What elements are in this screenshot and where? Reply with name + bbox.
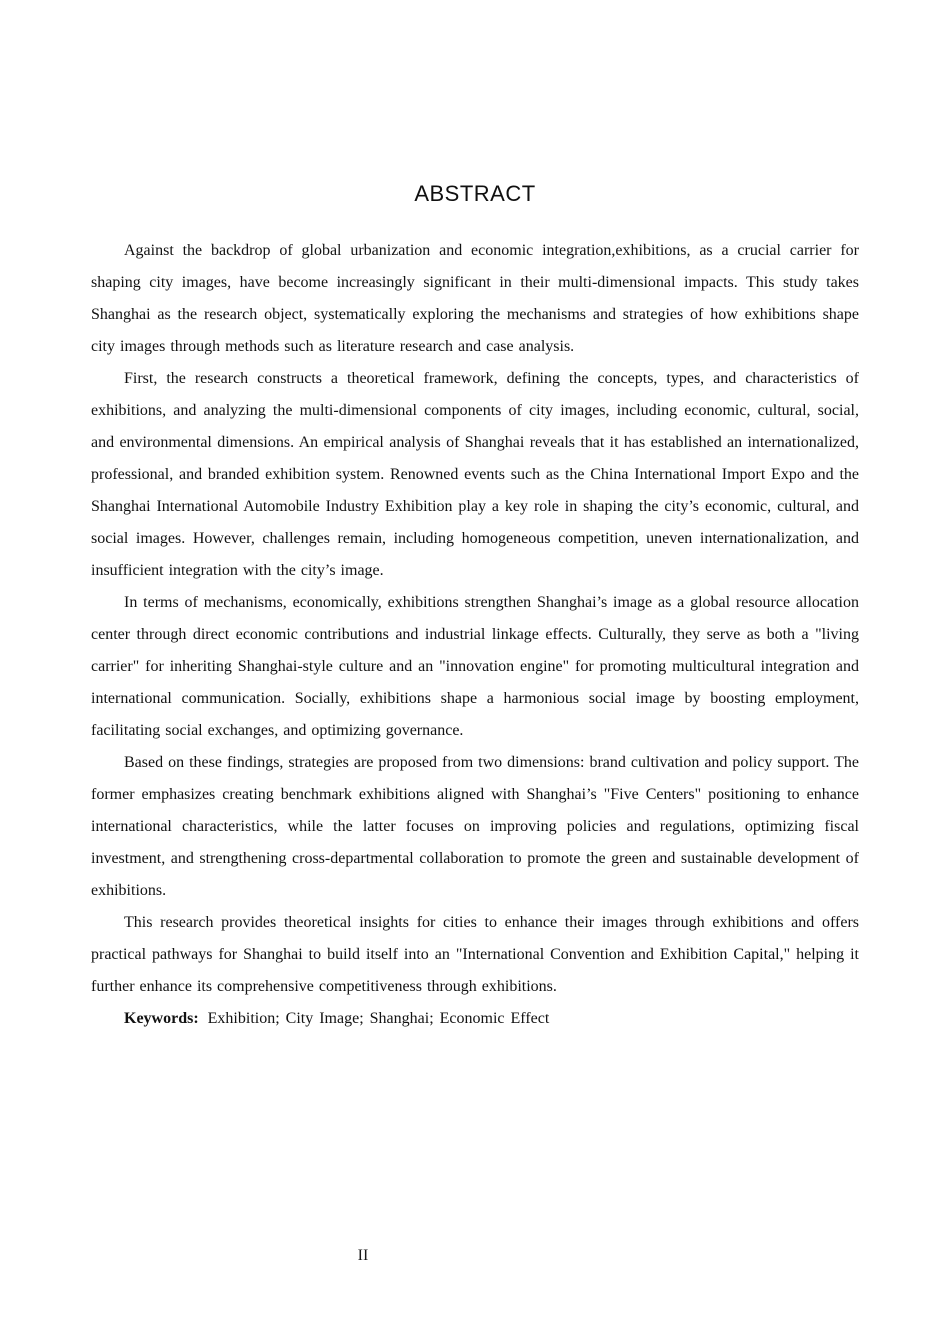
abstract-paragraph-2: First, the research constructs a theoretical framework, defining the concepts, types, and characteristics of exhibitions, and analyzing the multi-dimensional components of city images, including economic, cultural, social, and environmental dimensions. An empirical analysis of Shanghai reveals that it has established an internationalized, professional, and branded exhibition system. Renowned events such as the China International Import Expo and the Shanghai International Automobile Industry Exhibition play a key role in shaping the city’s economic, cultural, and social images. However, challenges remain, including homogeneous competition, uneven internationalization, and insufficient integration with the city’s image. (91, 370, 859, 579)
abstract-body (91, 235, 859, 1035)
keywords-line (91, 1003, 859, 1035)
abstract-paragraph-4: Based on these findings, strategies are proposed from two dimensions: brand cultivation and policy support. The former emphasizes creating benchmark exhibitions aligned with Shanghai’s "Five Centers" positioning to enhance international characteristics, while the latter focuses on improving policies and regulations, optimizing fiscal investment, and strengthening cross-departmental collaboration to promote the green and sustainable development of exhibitions. (91, 754, 860, 899)
abstract-paragraph-5: This research provides theoretical insights for cities to enhance their images through exhibitions and offers practical pathways for Shanghai to build itself into an "International Convention and Exhibition Capital," helping it further enhance its comprehensive competitiveness through exhibitions. (91, 914, 859, 995)
keywords-list: Exhibition; City Image; Shanghai; Economic Effect (207, 1010, 550, 1027)
abstract-title: ABSTRACT (414, 181, 536, 206)
abstract-paragraph-3: In terms of mechanisms, economically, exhibitions strengthen Shanghai’s image as a global resource allocation center through direct economic contributions and industrial linkage effects. Culturally, they serve as both a "living carrier" for inheriting Shanghai-style culture and an "innovation engine" for promoting multicultural integration and international communication. Socially, exhibitions shape a harmonious social image by boosting employment, facilitating social exchanges, and optimizing governance. (91, 594, 859, 739)
abstract-paragraph-1: Against the backdrop of global urbanization and economic integration,exhibitions, as a crucial carrier for shaping city images, have become increasingly significant in their multi-dimensional impacts. This study takes Shanghai as the research object, systematically exploring the mechanisms and strategies of how exhibitions shape city images through methods such as literature research and case analysis. (91, 242, 859, 355)
page-number: II (357, 1247, 369, 1264)
keywords-label: Keywords: (124, 1010, 199, 1027)
